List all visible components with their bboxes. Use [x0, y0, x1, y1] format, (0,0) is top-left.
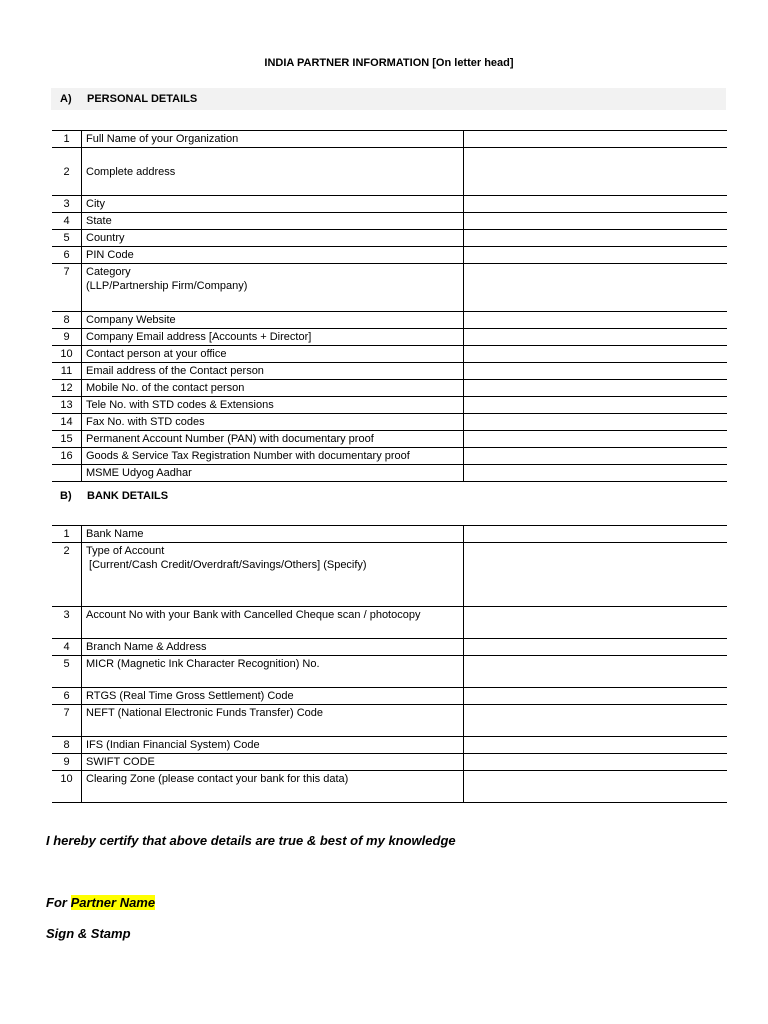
field-label-text: City [86, 198, 105, 210]
row-number: 8 [52, 312, 82, 329]
field-label-text: Bank Name [86, 528, 144, 540]
field-value-cell[interactable] [464, 465, 728, 482]
table-row [52, 380, 727, 397]
field-label [82, 771, 464, 803]
for-partner-line [46, 895, 155, 910]
table-row [52, 363, 727, 380]
row-number: 10 [52, 346, 82, 363]
table-row [52, 431, 727, 448]
field-label-subtext: [Current/Cash Credit/Overdraft/Savings/Others] (Specify) [86, 559, 367, 571]
field-label [82, 312, 464, 329]
field-value-cell[interactable] [464, 754, 728, 771]
field-label [82, 705, 464, 737]
field-label-text: PIN Code [86, 249, 134, 261]
field-value-cell[interactable] [464, 431, 728, 448]
row-number: 7 [52, 705, 82, 737]
field-value-cell[interactable] [464, 247, 728, 264]
field-label [82, 688, 464, 705]
field-value-cell[interactable] [464, 771, 728, 803]
table-row [52, 656, 727, 688]
field-label-text: SWIFT CODE [86, 756, 155, 768]
field-label-text: Clearing Zone (please contact your bank for this data) [86, 773, 349, 785]
table-row [52, 213, 727, 230]
field-label [82, 737, 464, 754]
row-number: 5 [52, 656, 82, 688]
field-value-cell[interactable] [464, 688, 728, 705]
table-row [52, 607, 727, 639]
field-value-cell[interactable] [464, 737, 728, 754]
section-heading: BANK DETAILS [87, 490, 169, 502]
row-number: 8 [52, 737, 82, 754]
table-row [52, 196, 727, 213]
table-row [52, 771, 727, 803]
field-label [82, 465, 464, 482]
row-number: 6 [52, 688, 82, 705]
field-label [82, 380, 464, 397]
row-number: 1 [52, 526, 82, 543]
table-row [52, 737, 727, 754]
field-value-cell[interactable] [464, 312, 728, 329]
field-label-text: Branch Name & Address [86, 641, 207, 653]
table-row [52, 639, 727, 656]
field-label-text: State [86, 215, 112, 227]
table-row [52, 414, 727, 431]
field-label-text: Category [86, 266, 131, 278]
field-label-text: Tele No. with STD codes & Extensions [86, 399, 274, 411]
section-heading: PERSONAL DETAILS [87, 93, 198, 105]
field-label-text: Full Name of your Organization [86, 133, 239, 145]
field-label [82, 397, 464, 414]
row-number: 14 [52, 414, 82, 431]
field-label-text: Company Email address [Accounts + Director] [86, 331, 312, 343]
table-row [52, 312, 727, 329]
row-number: 7 [52, 264, 82, 312]
row-number: 13 [52, 397, 82, 414]
row-number: 3 [52, 607, 82, 639]
field-label [82, 526, 464, 543]
field-value-cell[interactable] [464, 656, 728, 688]
field-value-cell[interactable] [464, 213, 728, 230]
table-row [52, 526, 727, 543]
document-title: INDIA PARTNER INFORMATION [On letter head] [264, 57, 514, 69]
field-label-subtext: (LLP/Partnership Firm/Company) [86, 280, 248, 292]
field-label [82, 607, 464, 639]
table-row [52, 131, 727, 148]
field-label [82, 230, 464, 247]
table-row [52, 346, 727, 363]
field-label [82, 754, 464, 771]
section-bank-details [51, 485, 726, 507]
field-label [82, 431, 464, 448]
table-row [52, 754, 727, 771]
field-label-text: Mobile No. of the contact person [86, 382, 245, 394]
table-row [52, 329, 727, 346]
field-label-text: NEFT (National Electronic Funds Transfer) Code [86, 707, 323, 719]
table-row [52, 543, 727, 607]
field-value-cell[interactable] [464, 131, 728, 148]
for-prefix: For [46, 895, 71, 910]
field-label-text: Email address of the Contact person [86, 365, 264, 377]
field-label-text: MSME Udyog Aadhar [86, 467, 192, 479]
row-number [52, 465, 82, 482]
table-row [52, 448, 727, 465]
personal-details-table [52, 130, 727, 482]
field-label [82, 264, 464, 312]
field-label [82, 414, 464, 431]
section-personal-details [51, 88, 726, 110]
field-label [82, 448, 464, 465]
certification-statement: I hereby certify that above details are true & best of my knowledge [46, 833, 456, 848]
row-number: 2 [52, 543, 82, 607]
field-label-text: MICR (Magnetic Ink Character Recognition) No. [86, 658, 320, 670]
field-value-cell[interactable] [464, 380, 728, 397]
row-number: 15 [52, 431, 82, 448]
table-row [52, 230, 727, 247]
table-row [52, 397, 727, 414]
field-label [82, 196, 464, 213]
row-number: 9 [52, 754, 82, 771]
field-label-text: Account No with your Bank with Cancelled Cheque scan / photocopy [86, 609, 421, 621]
field-label [82, 247, 464, 264]
row-number: 16 [52, 448, 82, 465]
table-row [52, 247, 727, 264]
table-row [52, 148, 727, 196]
field-value-cell[interactable] [464, 148, 728, 196]
field-label-text: Goods & Service Tax Registration Number with documentary proof [86, 450, 410, 462]
field-label [82, 213, 464, 230]
field-value-cell[interactable] [464, 448, 728, 465]
row-number: 11 [52, 363, 82, 380]
field-label [82, 656, 464, 688]
field-value-cell[interactable] [464, 329, 728, 346]
field-label-text: Company Website [86, 314, 176, 326]
field-label-text: Permanent Account Number (PAN) with documentary proof [86, 433, 374, 445]
row-number: 12 [52, 380, 82, 397]
row-number: 4 [52, 639, 82, 656]
field-value-cell[interactable] [464, 543, 728, 607]
table-row [52, 264, 727, 312]
field-value-cell[interactable] [464, 397, 728, 414]
field-label [82, 346, 464, 363]
field-value-cell[interactable] [464, 230, 728, 247]
field-value-cell[interactable] [464, 196, 728, 213]
field-label-text: RTGS (Real Time Gross Settlement) Code [86, 690, 294, 702]
field-value-cell[interactable] [464, 346, 728, 363]
field-value-cell[interactable] [464, 264, 728, 312]
table-row [52, 705, 727, 737]
field-label [82, 639, 464, 656]
field-label-text: IFS (Indian Financial System) Code [86, 739, 260, 751]
field-label-text: Contact person at your office [86, 348, 227, 360]
field-label [82, 329, 464, 346]
row-number: 9 [52, 329, 82, 346]
field-value-cell[interactable] [464, 639, 728, 656]
table-row [52, 688, 727, 705]
field-label-text: Fax No. with STD codes [86, 416, 205, 428]
field-value-cell[interactable] [464, 607, 728, 639]
field-label [82, 131, 464, 148]
bank-details-table [52, 525, 727, 803]
field-value-cell[interactable] [464, 414, 728, 431]
field-value-cell[interactable] [464, 363, 728, 380]
row-number: 6 [52, 247, 82, 264]
sign-and-stamp: Sign & Stamp [46, 926, 131, 941]
section-letter: A) [60, 93, 72, 105]
field-value-cell[interactable] [464, 705, 728, 737]
section-letter: B) [60, 490, 72, 502]
partner-name-highlight[interactable]: Partner Name [70, 895, 156, 910]
field-label-text: Country [86, 232, 125, 244]
table-row [52, 465, 727, 482]
row-number: 1 [52, 131, 82, 148]
row-number: 10 [52, 771, 82, 803]
field-label [82, 148, 464, 196]
row-number: 2 [52, 148, 82, 196]
field-label [82, 363, 464, 380]
field-label-text: Type of Account [86, 545, 165, 557]
row-number: 5 [52, 230, 82, 247]
field-label [82, 543, 464, 607]
field-label-text: Complete address [86, 165, 176, 178]
field-value-cell[interactable] [464, 526, 728, 543]
row-number: 4 [52, 213, 82, 230]
row-number: 3 [52, 196, 82, 213]
